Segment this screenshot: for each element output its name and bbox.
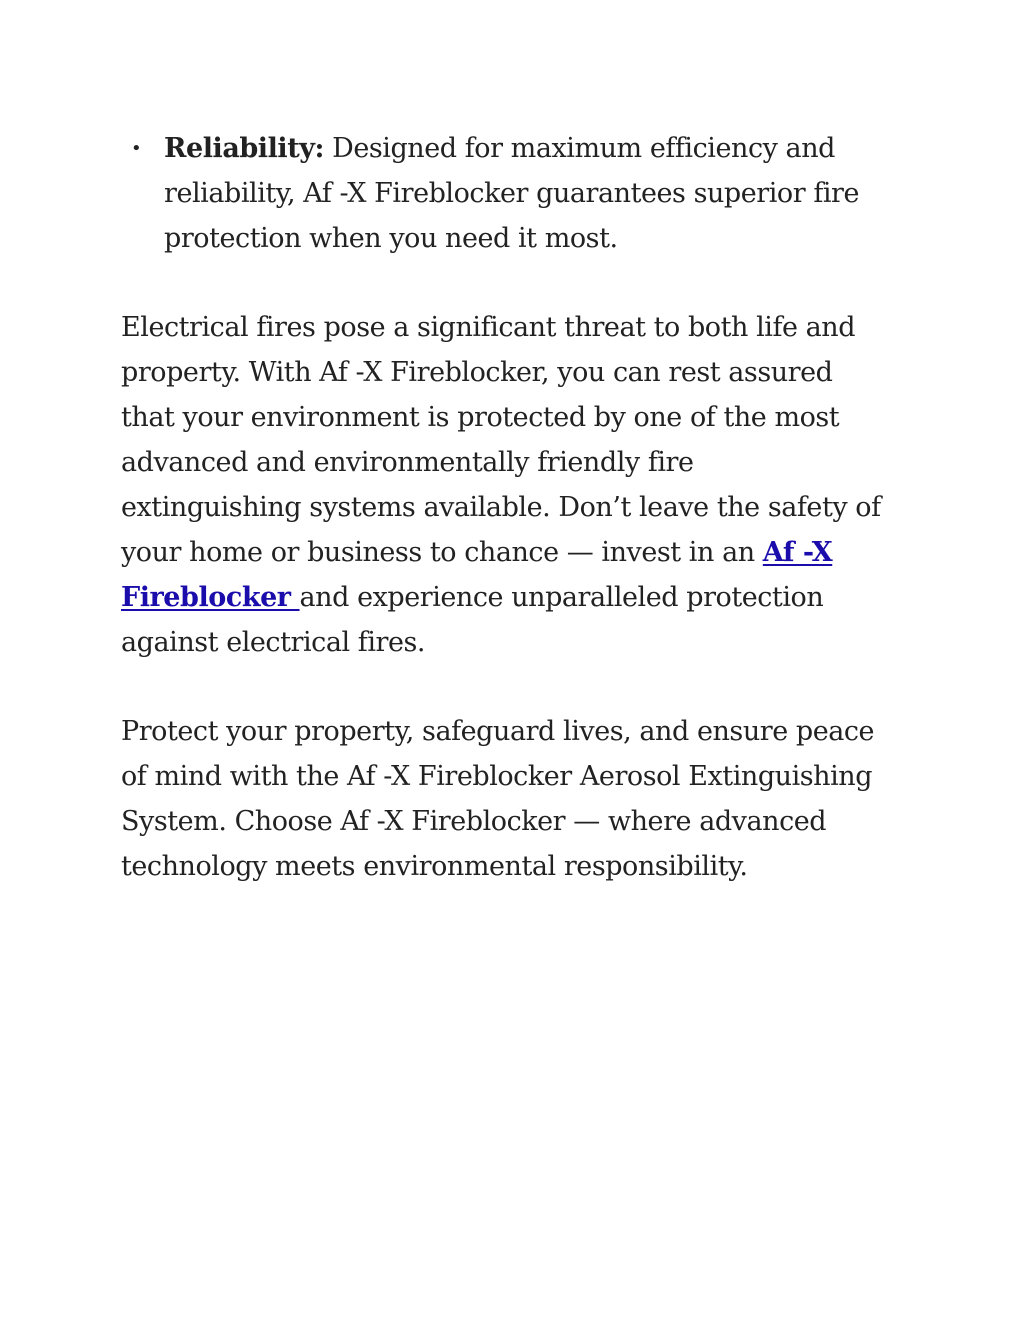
- paragraph-electrical-fires: [121, 305, 881, 665]
- paragraph-text: and experience unparalleled protection against electrical fires.: [121, 582, 824, 658]
- list-item: [121, 126, 881, 261]
- paragraph-text: Electrical fires pose a significant threat to both life and property. With Af -X Fireblocker, you can rest assured that your environment is protected by one of the most advanced and environmentally friendly fire extinguishing systems available. Don’t leave the safety of your home or business to chance — invest in an: [121, 312, 881, 568]
- document-content: [121, 126, 881, 889]
- feature-list: [121, 126, 881, 261]
- bullet-icon: •: [131, 138, 142, 159]
- feature-description: Designed for maximum efficiency and reliability, Af -X Fireblocker guarantees superior fire protection when you need it most.: [164, 133, 860, 254]
- feature-label: Reliability:: [164, 133, 325, 164]
- product-link[interactable]: Af -X Fireblocker: [121, 537, 833, 613]
- paragraph-protect: Protect your property, safeguard lives, and ensure peace of mind with the Af -X Fireblocker Aerosol Extinguishing System. Choose Af -X Fireblocker — where advanced technology meets environmental responsibility.: [121, 716, 875, 882]
